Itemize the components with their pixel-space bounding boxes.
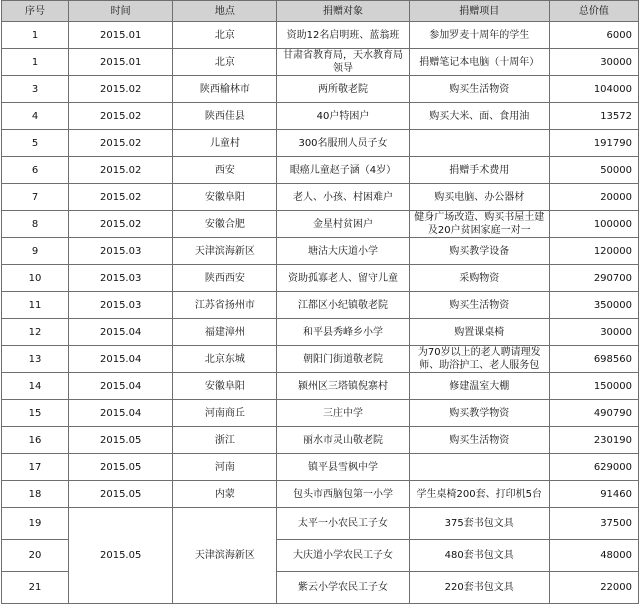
cell-place: 安徽合肥: [173, 211, 277, 238]
cell-project: 捐赠手术费用: [409, 157, 549, 184]
cell-no: 18: [2, 481, 69, 508]
cell-no: 21: [2, 572, 69, 604]
cell-value: 30000: [549, 49, 638, 76]
table-row: [2, 238, 639, 265]
cell-target: 丽水市灵山敬老院: [277, 427, 409, 454]
cell-time: 2015.04: [69, 319, 173, 346]
cell-target: 包头市西脑包第一小学: [277, 481, 409, 508]
cell-place: 北京东城: [173, 346, 277, 373]
cell-value: 350000: [549, 292, 638, 319]
cell-place: 陕西西安: [173, 265, 277, 292]
cell-no: 1: [2, 49, 69, 76]
cell-place: 河南商丘: [173, 400, 277, 427]
cell-value: 191790: [549, 130, 638, 157]
table-row: [2, 184, 639, 211]
cell-project: 购买生活物资: [409, 427, 549, 454]
table-row: [2, 157, 639, 184]
cell-value: 37500: [549, 508, 638, 540]
cell-value: 50000: [549, 157, 638, 184]
table-row: [2, 103, 639, 130]
cell-project: 参加罗麦十周年的学生: [409, 22, 549, 49]
merged-time-cell: 2015.05: [69, 508, 173, 604]
cell-target: 资助12名启明班、蓝翁班: [277, 22, 409, 49]
cell-value: 104000: [549, 76, 638, 103]
cell-time: 2015.04: [69, 373, 173, 400]
cell-target: 镇平县雪枫中学: [277, 454, 409, 481]
merged-place-cell: 天津滨海新区: [173, 508, 277, 604]
table-row: [2, 265, 639, 292]
cell-value: 13572: [549, 103, 638, 130]
cell-value: 120000: [549, 238, 638, 265]
cell-place: 天津滨海新区: [173, 238, 277, 265]
cell-target: 金星村贫困户: [277, 211, 409, 238]
cell-no: 3: [2, 76, 69, 103]
cell-no: 20: [2, 540, 69, 572]
cell-project: 修建温室大棚: [409, 373, 549, 400]
cell-project: [409, 454, 549, 481]
cell-value: 230190: [549, 427, 638, 454]
cell-value: 6000: [549, 22, 638, 49]
cell-place: 西安: [173, 157, 277, 184]
table-row: [2, 22, 639, 49]
cell-time: 2015.04: [69, 346, 173, 373]
cell-no: 14: [2, 373, 69, 400]
cell-time: 2015.05: [69, 427, 173, 454]
cell-place: 儿童村: [173, 130, 277, 157]
cell-value: 698560: [549, 346, 638, 373]
cell-no: 4: [2, 103, 69, 130]
table-row: [2, 319, 639, 346]
cell-value: 150000: [549, 373, 638, 400]
cell-project: 健身广场改造、购买书屋土建及20户贫困家庭一对一: [409, 211, 549, 238]
cell-value: 20000: [549, 184, 638, 211]
cell-project: 学生桌椅200套、打印机5台: [409, 481, 549, 508]
cell-place: 安徽阜阳: [173, 184, 277, 211]
table-row: [2, 130, 639, 157]
cell-target: 甘肃省教育局，天水教育局领导: [277, 49, 409, 76]
cell-no: 7: [2, 184, 69, 211]
table-row: [2, 427, 639, 454]
header-value: 总价值: [549, 1, 638, 22]
cell-place: 陕西榆林市: [173, 76, 277, 103]
cell-value: 22000: [549, 572, 638, 604]
cell-place: 陕西佳县: [173, 103, 277, 130]
cell-place: 安徽阜阳: [173, 373, 277, 400]
donation-table: [1, 0, 639, 604]
cell-target: 三庄中学: [277, 400, 409, 427]
header-row: [2, 1, 639, 22]
cell-target: 和平县秀峰乡小学: [277, 319, 409, 346]
cell-value: 48000: [549, 540, 638, 572]
cell-target: 40户特困户: [277, 103, 409, 130]
cell-project: 375套书包文具: [409, 508, 549, 540]
cell-target: 300名服刑人员子女: [277, 130, 409, 157]
cell-project: 220套书包文具: [409, 572, 549, 604]
table-row: [2, 481, 639, 508]
cell-value: 30000: [549, 319, 638, 346]
cell-time: 2015.03: [69, 265, 173, 292]
cell-time: 2015.02: [69, 211, 173, 238]
cell-time: 2015.02: [69, 130, 173, 157]
cell-time: 2015.02: [69, 76, 173, 103]
cell-place: 浙江: [173, 427, 277, 454]
cell-project: 480套书包文具: [409, 540, 549, 572]
cell-project: 为70岁以上的老人聘请理发师、助浴护工、老人服务包: [409, 346, 549, 373]
cell-value: 290700: [549, 265, 638, 292]
cell-project: 购买教学物资: [409, 400, 549, 427]
cell-value: 490790: [549, 400, 638, 427]
table-row: [2, 400, 639, 427]
table-row: [2, 76, 639, 103]
cell-time: 2015.01: [69, 49, 173, 76]
cell-target: 太平一小农民工子女: [277, 508, 409, 540]
cell-target: 眼癌儿童赵子涵（4岁）: [277, 157, 409, 184]
cell-place: 江苏省扬州市: [173, 292, 277, 319]
header-project: 捐赠项目: [409, 1, 549, 22]
cell-no: 13: [2, 346, 69, 373]
cell-place: 北京: [173, 49, 277, 76]
header-target: 捐赠对象: [277, 1, 409, 22]
cell-target: 资助孤寡老人、留守儿童: [277, 265, 409, 292]
cell-value: 629000: [549, 454, 638, 481]
cell-project: 购买生活物资: [409, 292, 549, 319]
cell-time: 2015.03: [69, 292, 173, 319]
cell-no: 12: [2, 319, 69, 346]
cell-no: 1: [2, 22, 69, 49]
cell-time: 2015.02: [69, 157, 173, 184]
cell-no: 11: [2, 292, 69, 319]
cell-project: 购买生活物资: [409, 76, 549, 103]
cell-no: 19: [2, 508, 69, 540]
cell-target: 紫云小学农民工子女: [277, 572, 409, 604]
header-time: 时间: [69, 1, 173, 22]
cell-target: 大庆道小学农民工子女: [277, 540, 409, 572]
cell-project: [409, 130, 549, 157]
cell-project: 购买电脑、办公器材: [409, 184, 549, 211]
cell-project: 购买教学设备: [409, 238, 549, 265]
header-place: 地点: [173, 1, 277, 22]
cell-time: 2015.02: [69, 184, 173, 211]
cell-project: 捐赠笔记本电脑（十周年）: [409, 49, 549, 76]
cell-place: 北京: [173, 22, 277, 49]
cell-time: 2015.05: [69, 481, 173, 508]
table-row: [2, 292, 639, 319]
cell-no: 6: [2, 157, 69, 184]
cell-no: 16: [2, 427, 69, 454]
cell-place: 福建漳州: [173, 319, 277, 346]
cell-no: 15: [2, 400, 69, 427]
cell-no: 5: [2, 130, 69, 157]
cell-no: 9: [2, 238, 69, 265]
cell-value: 100000: [549, 211, 638, 238]
table-row: [2, 346, 639, 373]
cell-target: 朝阳门街道敬老院: [277, 346, 409, 373]
cell-project: 购置课桌椅: [409, 319, 549, 346]
cell-target: 两所敬老院: [277, 76, 409, 103]
cell-no: 10: [2, 265, 69, 292]
cell-target: 塘沽大庆道小学: [277, 238, 409, 265]
header-no: 序号: [2, 1, 69, 22]
cell-time: 2015.01: [69, 22, 173, 49]
cell-target: 老人、小孩、村困难户: [277, 184, 409, 211]
cell-time: 2015.05: [69, 454, 173, 481]
table-row: [2, 454, 639, 481]
cell-no: 8: [2, 211, 69, 238]
cell-place: 内蒙: [173, 481, 277, 508]
cell-target: 颍州区三塔镇倪寨村: [277, 373, 409, 400]
table-row: [2, 211, 639, 238]
cell-no: 17: [2, 454, 69, 481]
table-row: [2, 508, 639, 540]
cell-time: 2015.03: [69, 238, 173, 265]
cell-project: 购买大米、面、食用油: [409, 103, 549, 130]
cell-place: 河南: [173, 454, 277, 481]
table-row: [2, 49, 639, 76]
table-row: [2, 373, 639, 400]
cell-value: 91460: [549, 481, 638, 508]
cell-time: 2015.04: [69, 400, 173, 427]
cell-project: 采购物资: [409, 265, 549, 292]
cell-target: 江都区小纪镇敬老院: [277, 292, 409, 319]
cell-time: 2015.02: [69, 103, 173, 130]
